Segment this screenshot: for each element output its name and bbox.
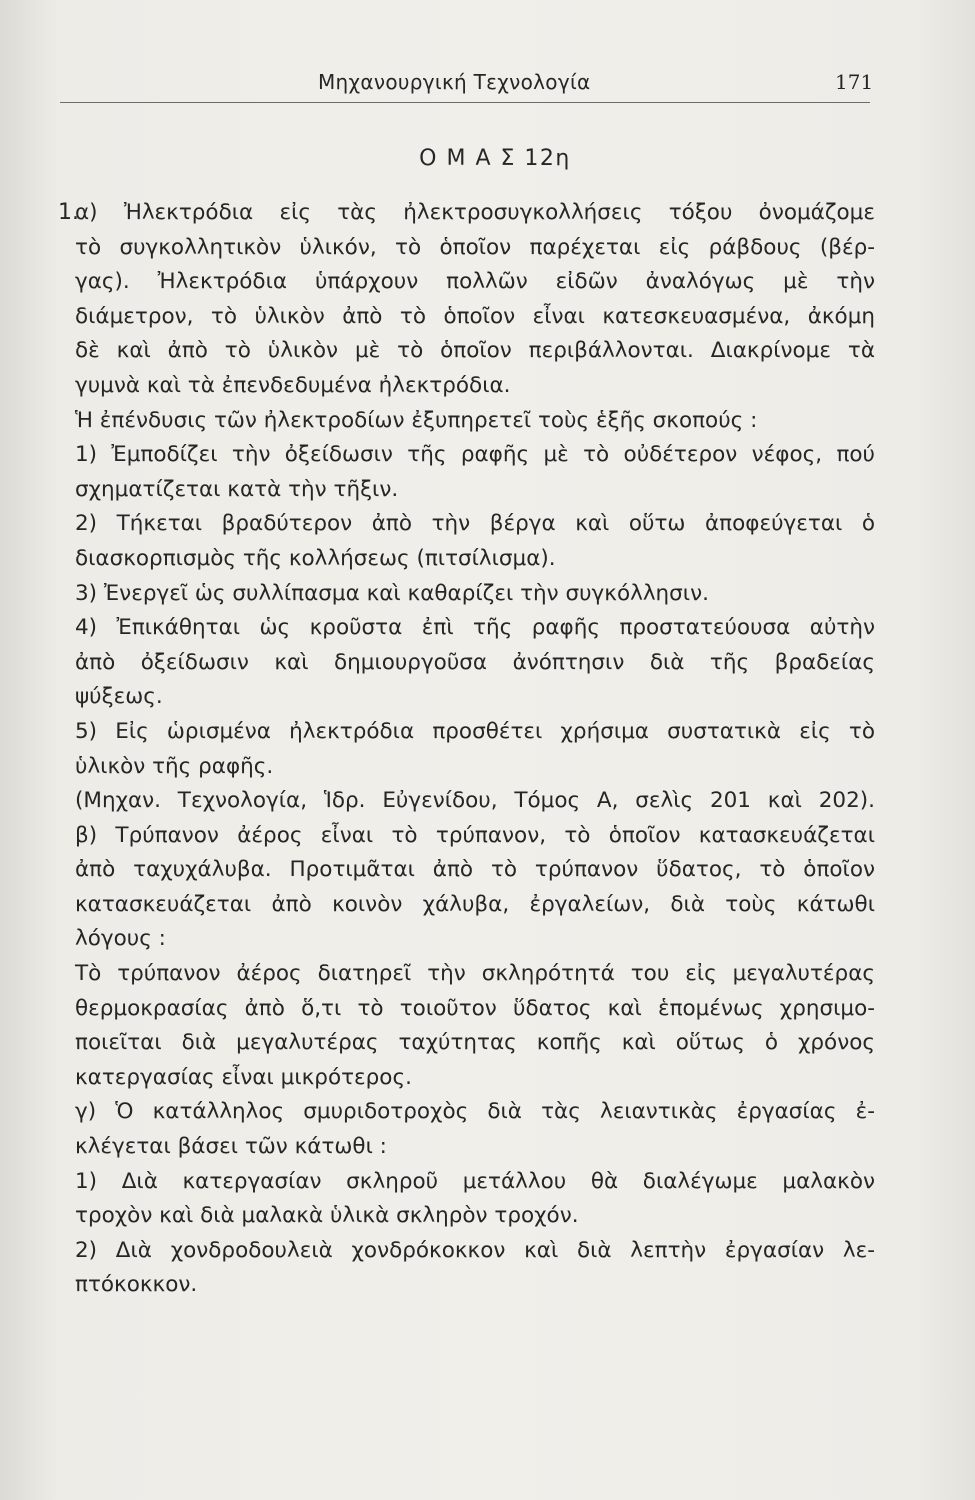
text-line: ὑλικὸν τῆς ραφῆς.	[75, 753, 274, 779]
text-line: ποιεῖται διὰ μεγαλυτέρας ταχύτητας κοπῆς καὶ οὕτως ὁ χρόνος	[75, 1030, 875, 1056]
text-line: σχηματίζεται κατὰ τὴν τῆξιν.	[75, 476, 399, 502]
text-line: Ἡ ἐπένδυσις τῶν ἠλεκτροδίων ἐξυπηρετεῖ τοὺς ἑξῆς σκοπούς :	[75, 407, 758, 433]
text-line: τὸ συγκολλητικὸν ὑλικόν, τὸ ὁποῖον παρέχεται εἰς ράβδους (βέρ-	[75, 234, 875, 260]
text-line: διασκορπισμὸς τῆς κολλήσεως (πιτσίλισμα).	[75, 545, 556, 571]
running-title: Μηχανουργική Τεχνολογία	[318, 70, 591, 94]
text-line: κατασκευάζεται ἀπὸ κοινὸν χάλυβα, ἐργαλείων, διὰ τοὺς κάτωθι	[75, 891, 875, 917]
item-number: 1.	[58, 200, 79, 225]
text-line: 2) Τήκεται βραδύτερον ἀπὸ τὴν βέργα καὶ οὕτω ἀποφεύγεται ὁ	[75, 511, 875, 537]
text-line: διάμετρον, τὸ ὑλικὸν ἀπὸ τὸ ὁποῖον εἶναι κατεσκευασμένα, ἀκόμη	[75, 303, 875, 329]
text-line: κατεργασίας εἶναι μικρότερος.	[75, 1064, 412, 1090]
group-title: Ο Μ Α Σ 12η	[419, 146, 571, 171]
text-line: γ) Ὁ κατάλληλος σμυριδοτροχὸς διὰ τὰς λειαντικὰς ἐργασίας ἐ-	[75, 1099, 875, 1125]
running-head	[0, 62, 975, 102]
page-number: 171	[835, 70, 874, 94]
text-line: δὲ καὶ ἀπὸ τὸ ὑλικὸν μὲ τὸ ὁποῖον περιβάλλονται. Διακρίνομε τὰ	[75, 338, 875, 364]
text-line: λόγους :	[75, 926, 166, 952]
text-line: 4) Ἐπικάθηται ὡς κροῦστα ἐπὶ τῆς ραφῆς προστατεύουσα αὐτὴν	[75, 615, 875, 641]
text-line: 3) Ἐνεργεῖ ὡς συλλίπασμα καὶ καθαρίζει τὴν συγκόλλησιν.	[75, 580, 709, 606]
text-line: γυμνὰ καὶ τὰ ἐπενδεδυμένα ἠλεκτρόδια.	[75, 372, 511, 398]
text-line: Τὸ τρύπανον ἀέρος διατηρεῖ τὴν σκληρότητά του εἰς μεγαλυτέρας	[75, 961, 875, 987]
header-divider	[60, 102, 870, 103]
text-line: κλέγεται βάσει τῶν κάτωθι :	[75, 1134, 387, 1160]
text-line: 2) Διὰ χονδροδουλειὰ χονδρόκοκκον καὶ διὰ λεπτὴν ἐργασίαν λε-	[75, 1237, 875, 1263]
text-line: 1) Ἐμποδίζει τὴν ὀξείδωσιν τῆς ραφῆς μὲ τὸ οὐδέτερον νέφος, πού	[75, 442, 875, 468]
text-line: β) Τρύπανον ἀέρος εἶναι τὸ τρύπανον, τὸ ὁποῖον κατασκευάζεται	[75, 822, 875, 848]
text-line: τροχὸν καὶ διὰ μαλακὰ ὑλικὰ σκληρὸν τροχόν.	[75, 1203, 579, 1229]
text-line: 5) Εἰς ὡρισμένα ἠλεκτρόδια προσθέτει χρήσιμα συστατικὰ εἰς τὸ	[75, 718, 875, 744]
text-line: (Μηχαν. Τεχνολογία, Ἱδρ. Εὐγενίδου, Τόμος Α, σελὶς 201 καὶ 202).	[75, 788, 875, 814]
text-line: α) Ἠλεκτρόδια εἰς τὰς ἠλεκτροσυγκολλήσεις τόξου ὀνομάζομε	[75, 200, 875, 225]
text-line: πτόκοκκον.	[75, 1272, 198, 1298]
body-text	[75, 196, 875, 1303]
text-line: 1) Διὰ κατεργασίαν σκληροῦ μετάλλου θὰ διαλέγωμε μαλακὸν	[75, 1168, 875, 1194]
text-line: ἀπὸ ὀξείδωσιν καὶ δημιουργοῦσα ἀνόπτησιν διὰ τῆς βραδείας	[75, 649, 875, 675]
text-line: γας). Ἠλεκτρόδια ὑπάρχουν πολλῶν εἰδῶν ἀναλόγως μὲ τὴν	[75, 269, 875, 295]
text-line: ἀπὸ ταχυχάλυβα. Προτιμᾶται ἀπὸ τὸ τρύπανον ὕδατος, τὸ ὁποῖον	[75, 857, 875, 883]
text-line: ψύξεως.	[75, 684, 163, 710]
text-line: θερμοκρασίας ἀπὸ ὅ,τι τὸ τοιοῦτον ὕδατος καὶ ἑπομένως χρησιμο-	[75, 995, 875, 1021]
